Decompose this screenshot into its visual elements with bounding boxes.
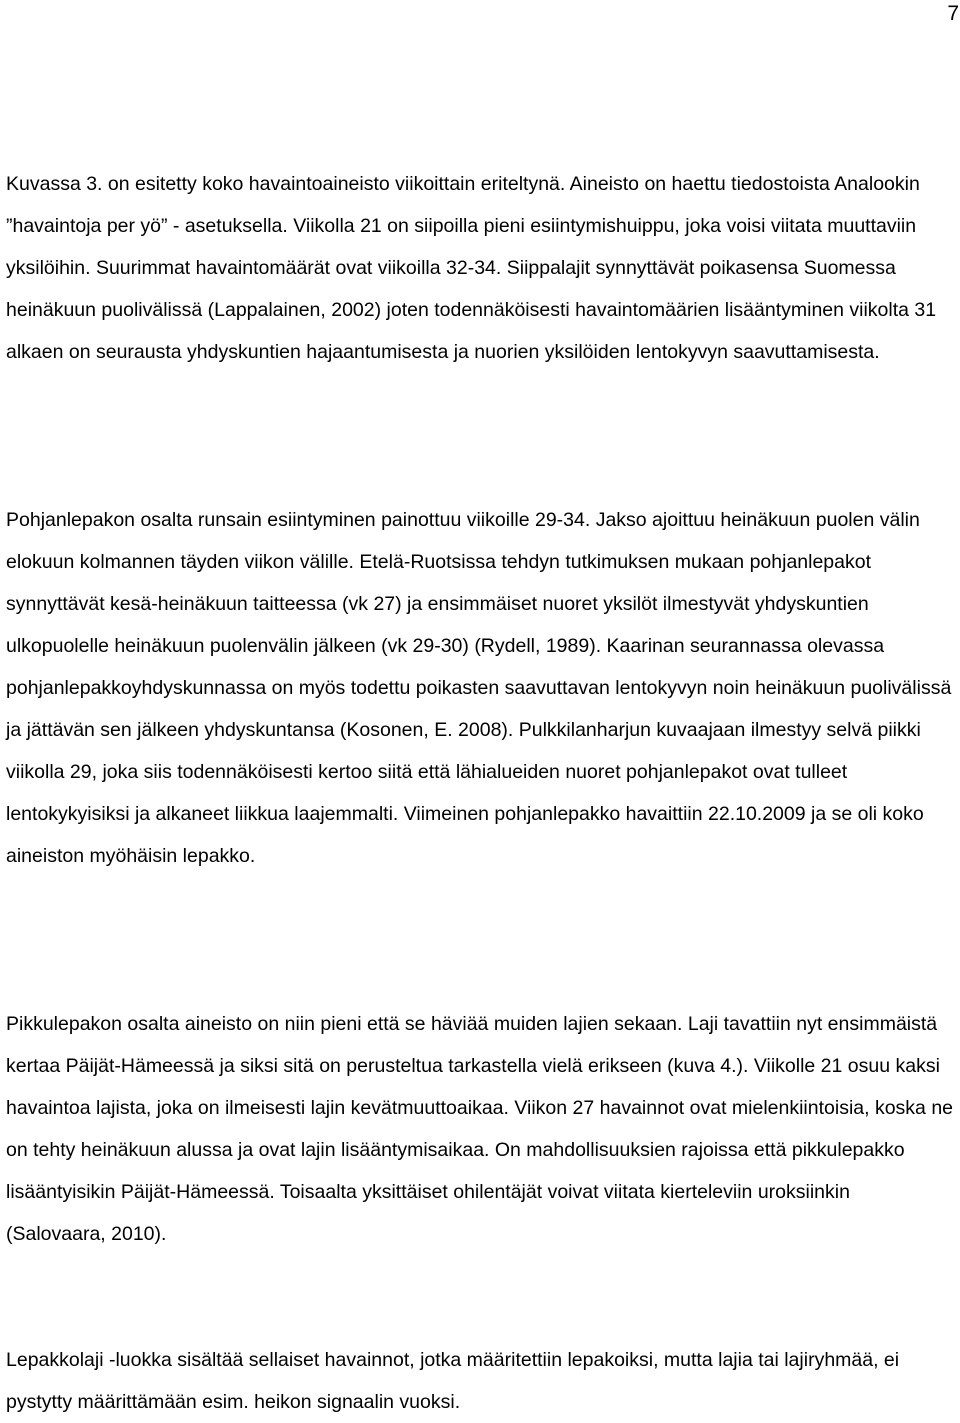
page-number: 7 (947, 2, 959, 25)
paragraph-northern-bat: Pohjanlepakon osalta runsain esiintyminen painottuu viikoille 29-34. Jakso ajoittuu heinäkuun puolen välin elokuun kolmannen täyden viikon välille. Etelä-Ruotsissa tehdyn tutkimuksen mukaan pohjanlepakot synnyttävät kesä-heinäkuun taitteessa (vk 27) ja ensimmäiset nuoret yksilöt ilmestyvät yhdyskuntien ulkopuolelle heinäkuun puolenvälin jälkeen (vk 29-30) (Rydell, 1989). Kaarinan seurannassa olevassa pohjanlepakkoyhdyskunnassa on myös todettu poikasten saavuttavan lentokyvyn noin heinäkuun puolivälissä ja jättävän sen jälkeen yhdyskuntansa (Kosonen, E. 2008). Pulkkilanharjun kuvaajaan ilmestyy selvä piikki viikolla 29, joka siis todennäköisesti kertoo siitä että lähialueiden nuoret pohjanlepakot ovat tulleet lentokykyisiksi ja alkaneet liikkua laajemmalti. Viimeinen pohjanlepakko havaittiin 22.10.2009 ja se oli koko aineiston myöhäisin lepakko. (6, 509, 952, 867)
paragraph-weekly-observations: Kuvassa 3. on esitetty koko havaintoaineisto viikoittain eriteltynä. Aineisto on haettu tiedostoista Analookin ”havaintoja per yö” - asetuksella. Viikolla 21 on siipoilla pieni esiintymishuippu, joka voisi viitata muuttaviin yksilöihin. Suurimmat havaintomäärät ovat viikoilla 32-34. Siippalajit synnyttävät poikasensa Suomessa heinäkuun puolivälissä (Lappalainen, 2002) joten todennäköisesti havaintomäärien lisääntyminen viikolta 31 alkaen on seurausta yhdyskuntien hajaantumisesta ja nuorien yksilöiden lentokyvyn saavuttamisesta. (6, 173, 937, 363)
paragraph-bat-species-class: Lepakkolaji -luokka sisältää sellaiset havainnot, jotka määritettiin lepakoiksi, mutta lajia tai lajiryhmää, ei pystytty määrittämään esim. heikon signaalin vuoksi. (6, 1349, 900, 1413)
paragraph-nathusius-pipistrelle: Pikkulepakon osalta aineisto on niin pieni että se häviää muiden lajien sekaan. Laji tavattiin nyt ensimmäistä kertaa Päijät-Hämeessä ja siksi sitä on perusteltua tarkastella vielä erikseen (kuva 4.). Viikolle 21 osuu kaksi havaintoa lajista, joka on ilmeisesti lajin kevätmuuttoaikaa. Viikon 27 havainnot ovat mielenkiintoisia, koska ne on tehty heinäkuun alussa ja ovat lajin lisääntymisaikaa. On mahdollisuuksien rajoissa että pikkulepakko lisääntyisikin Päijät-Hämeessä. Toisaalta yksittäiset ohilentäjät voivat viitata kierteleviin uroksiinkin (Salovaara, 2010). (6, 1013, 954, 1245)
